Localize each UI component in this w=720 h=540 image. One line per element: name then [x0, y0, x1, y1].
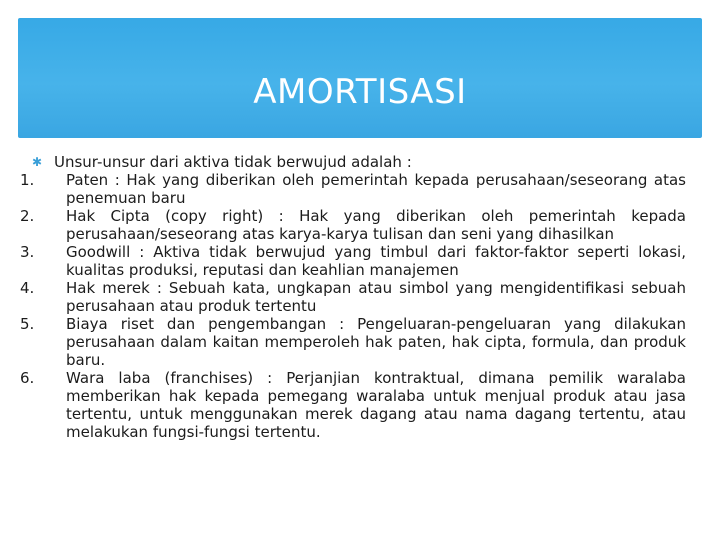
list-item-number: 2.: [20, 207, 35, 225]
list-item: [0, 369, 720, 441]
list-item-number: 5.: [20, 315, 35, 333]
list-item-number: 6.: [20, 369, 35, 387]
list-item: [0, 315, 720, 369]
intro-line: [0, 153, 720, 171]
slide-title: AMORTISASI: [253, 72, 467, 112]
list-item-text: Hak Cipta (copy right) : Hak yang diberikan oleh pemerintah kepada perusahaan/seseorang atas karya-karya tulisan dan seni yang dihasilkan: [66, 207, 686, 243]
list-item: [0, 171, 720, 207]
list-item-number: 3.: [20, 243, 35, 261]
intro-text: Unsur-unsur dari aktiva tidak berwujud adalah :: [54, 153, 412, 171]
list-item-text: Wara laba (franchises) : Perjanjian kontraktual, dimana pemilik waralaba memberikan hak kepada pemegang waralaba untuk menjual produk atau jasa tertentu, untuk menggunakan merek dagang atau nama dagang tertentu, atau melakukan fungsi-fungsi tertentu.: [66, 369, 686, 441]
list-item: [0, 207, 720, 243]
list-item: [0, 243, 720, 279]
list-item-text: Goodwill : Aktiva tidak berwujud yang timbul dari faktor-faktor seperti lokasi, kualitas produksi, reputasi dan keahlian manajemen: [66, 243, 686, 279]
amortization-items-list: [0, 171, 720, 441]
list-item-text: Paten : Hak yang diberikan oleh pemerintah kepada perusahaan/seseorang atas penemuan baru: [66, 171, 686, 207]
list-item-text: Biaya riset dan pengembangan : Pengeluaran-pengeluaran yang dilakukan perusahaan dalam kaitan memperoleh hak paten, hak cipta, formula, dan produk baru.: [66, 315, 686, 369]
title-banner: [18, 18, 702, 138]
asterisk-bullet-icon: ✱: [32, 155, 43, 169]
list-item-number: 1.: [20, 171, 35, 189]
list-item: [0, 279, 720, 315]
list-item-text: Hak merek : Sebuah kata, ungkapan atau simbol yang mengidentifikasi sebuah perusahaan atau produk tertentu: [66, 279, 686, 315]
list-item-number: 4.: [20, 279, 35, 297]
slide-content: [0, 153, 720, 441]
